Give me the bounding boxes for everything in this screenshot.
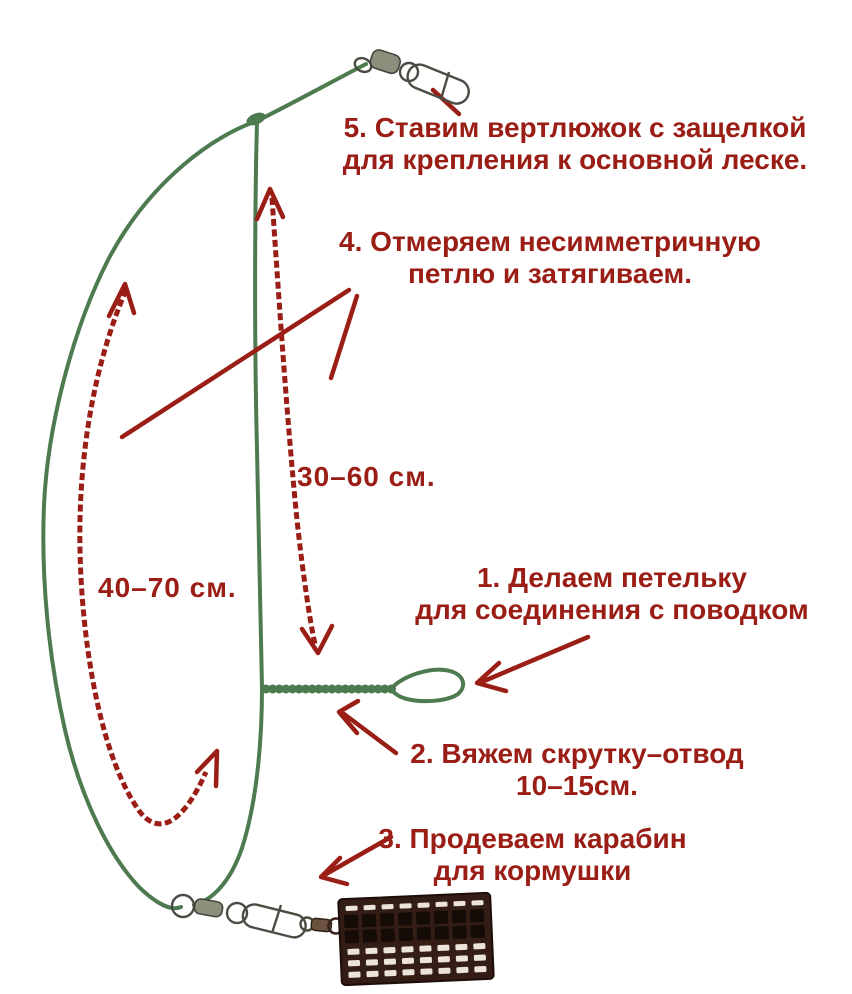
connection-loop: [391, 670, 463, 701]
top-swivel-snap-icon: [353, 48, 473, 107]
measurement-short-side: 30–60 см.: [297, 461, 436, 492]
bottom-swivel-snap-icon: [172, 895, 344, 940]
step3-line2: для кормушки: [433, 854, 632, 886]
step4-line1: 4. Отмеряем несимметричную: [339, 226, 761, 257]
step5-label: [305, 112, 845, 175]
snap-clip: [404, 61, 472, 107]
arrowhead-down-icon: [302, 626, 332, 653]
measurement-long-side: 40–70 см.: [98, 572, 237, 603]
step4-label: [310, 226, 790, 289]
step4-line2: петлю и затягиваем.: [407, 257, 693, 289]
step1-line2: для соединения с поводком: [415, 593, 809, 625]
step5-leader: [433, 90, 459, 114]
step2-line1: 2. Вяжем скрутку–отвод: [410, 738, 744, 769]
step2-label: [392, 738, 762, 801]
step4-leader-short: [331, 296, 357, 378]
measure-line-short-line: [272, 198, 315, 644]
snap-clip: [240, 902, 308, 940]
measure-arc-long-line: [80, 290, 206, 824]
measure-arc-long: [80, 284, 217, 824]
step3-label: [355, 823, 710, 886]
swivel-barrel: [369, 48, 402, 75]
feeder-cage-icon: [338, 893, 494, 986]
swivel-eye: [172, 895, 194, 917]
loop-right-strand: [194, 121, 262, 905]
step5-line2: для крепления к основной леске.: [342, 143, 808, 175]
step1-line1: 1. Делаем петельку: [476, 562, 748, 593]
snap-clasp-wire: [441, 72, 449, 99]
step1-label: [392, 562, 832, 625]
swivel-barrel: [193, 898, 223, 918]
feeder-body: [338, 893, 494, 986]
step5-line1: 5. Ставим вертлюжок с защелкой: [343, 112, 807, 143]
step3-line1: 3. Продеваем карабин: [378, 823, 687, 854]
step4-leader-long: [122, 290, 349, 437]
step1-arrow-line: [484, 637, 588, 681]
step2-line2: 10–15см.: [516, 769, 638, 801]
step2-arrow-line: [344, 714, 396, 753]
twist-boom-and-loop: [262, 670, 463, 701]
